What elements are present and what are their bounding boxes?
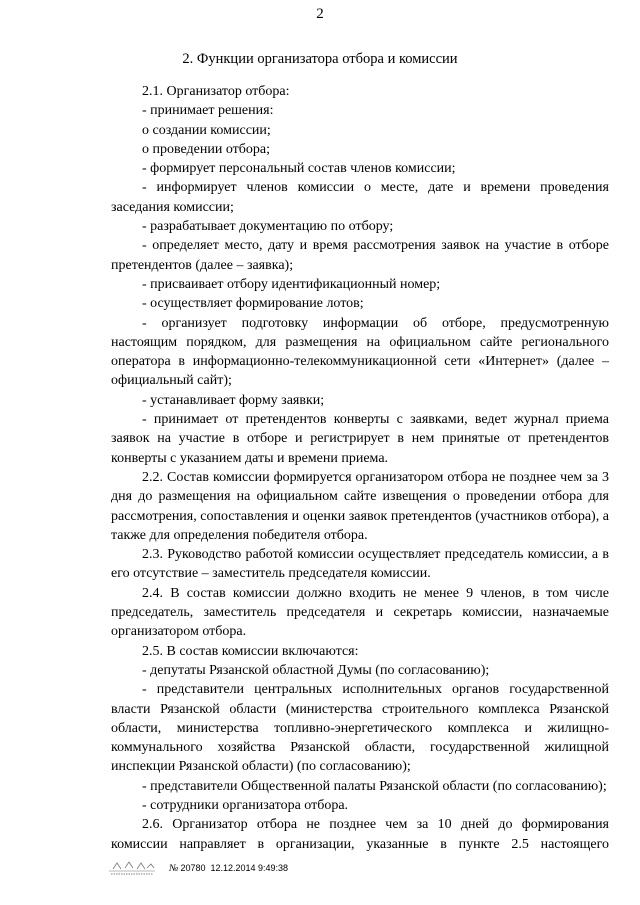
doc-number: 20780 [180,863,206,873]
paragraph: - принимает от претендентов конверты с заявками, ведет журнал приема заявок на участие в отборе и регистрирует в нем принятые от претендентов конверты с указанием даты и времени приема. [111,412,609,466]
paragraph: 2.3. Руководство работой комиссии осуществляет председатель комиссии, а в его отсутствие – заместитель председателя комиссии. [111,547,609,582]
paragraph: - определяет место, дату и время рассмотрения заявок на участие в отборе претендентов (далее – заявка); [111,238,609,273]
paragraph: 2.2. Состав комиссии формируется организатором отбора не позднее чем за 3 дня до размещения на официальном сайте извещения о проведении отбора для рассмотрения, сопоставления и оценки заявок претендентов (участников отбора), а также для определения победителя отбора. [111,469,609,543]
number-sign: № [169,862,179,874]
paragraph: - информирует членов комиссии о месте, дате и времени проведения заседания комиссии; [111,180,609,215]
paragraph: - сотрудники организатора отбора. [142,797,349,813]
registry-stamp-icon [107,859,157,877]
paragraph: - устанавливает форму заявки; [142,392,325,408]
document-body [111,82,609,854]
paragraph: - представители центральных исполнительных органов государственной власти Рязанской области (министерства строительного комплекса Рязанской области, министерства топливно-энергетического комплекса и жилищно-коммунального хозяйства Рязанской области, государственной жилищной инспекции Рязанской области) (по согласованию); [111,682,609,775]
doc-datetime: 12.12.2014 9:49:38 [210,863,289,873]
paragraph: о проведении отбора; [142,141,271,157]
section-heading: 2. Функции организатора отбора и комиссии [182,51,458,67]
paragraph: - присваивает отбору идентификационный номер; [142,276,441,292]
paragraph: 2.6. Организатор отбора не позднее чем за 10 дней до формирования комиссии направляет в организации, указанные в пункте 2.5 настоящего [111,817,609,852]
paragraph: - депутаты Рязанской областной Думы (по согласованию); [142,662,490,678]
paragraph: о создании комиссии; [142,122,271,138]
paragraph: 2.4. В состав комиссии должно входить не менее 9 членов, в том числе председатель, заместитель председателя и секретарь комиссии, назначаемые организатором отбора. [111,585,609,640]
paragraph: - формирует персональный состав членов комиссии; [142,161,456,177]
paragraph: - осуществляет формирование лотов; [142,296,364,312]
paragraph: 2.1. Организатор отбора: [142,84,290,99]
paragraph: 2.5. В состав комиссии включаются: [142,643,359,659]
paragraph: - представители Общественной палаты Рязанской области (по согласованию); [142,778,607,794]
paragraph: - принимает решения: [142,103,274,119]
paragraph: - разрабатывает документацию по отбору; [142,219,394,235]
document-footer [107,859,288,877]
paragraph: - организует подготовку информации об отборе, предусмотренную настоящим порядком, для размещения на официальном сайте регионального оператора в информационно-телекоммуникационной сети «Интернет» (далее – официальный сайт); [111,315,609,389]
page-number: 2 [316,6,324,22]
